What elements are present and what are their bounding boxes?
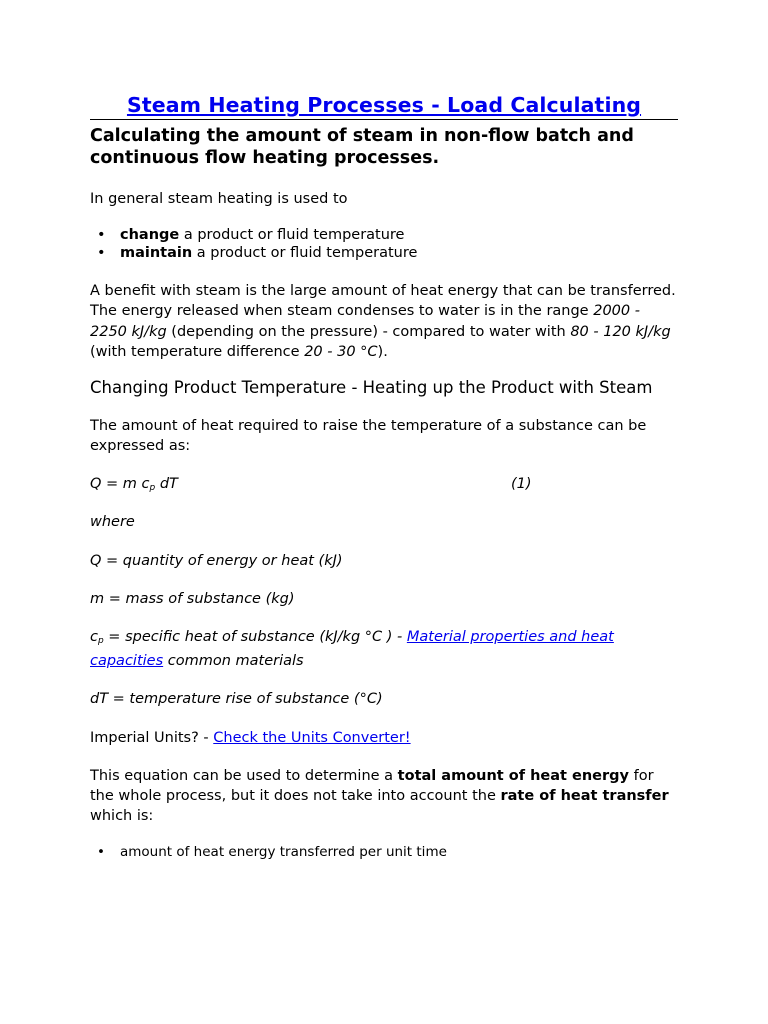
list-item: [90, 226, 678, 244]
temperature-difference-range: 20 - 30 °C: [304, 343, 378, 360]
usage-list: [90, 226, 678, 262]
section-heading: Changing Product Temperature - Heating up the Product with Steam: [90, 378, 653, 398]
list-item: [90, 843, 678, 861]
material-properties-link[interactable]: Material properties and heat capacities: [90, 629, 614, 670]
closing-bold: rate of heat transfer: [500, 788, 669, 805]
closing-bold: total amount of heat energy: [397, 767, 629, 784]
closing-text: which is:: [90, 808, 154, 825]
title-block: [90, 92, 678, 120]
heat-amount-paragraph: The amount of heat required to raise the temperature of a substance can be expressed as:: [90, 418, 647, 455]
benefit-text: (with temperature difference: [90, 343, 305, 360]
imperial-label: Imperial Units? -: [90, 729, 214, 746]
intro-paragraph: In general steam heating is used to: [90, 191, 348, 207]
list-item: [90, 244, 678, 262]
closing-text: This equation can be used to determine a: [90, 767, 398, 784]
page-subtitle: Calculating the amount of steam in non-flow batch and continuous flow heating processes.: [90, 126, 634, 168]
rate-list: [90, 843, 678, 861]
cp-after-text: common materials: [163, 653, 304, 670]
list-item-bold: maintain: [120, 245, 193, 262]
units-converter-link[interactable]: Check the Units Converter!: [213, 729, 411, 746]
list-item-text: a product or fluid temperature: [179, 227, 405, 244]
equation-subscript: p: [149, 483, 156, 494]
bullet-icon: •: [97, 227, 106, 244]
benefit-paragraph: [90, 281, 678, 362]
imperial-units-line: [90, 728, 678, 748]
equation-rhs: dT: [155, 476, 178, 493]
benefit-text: ).: [377, 343, 388, 360]
water-energy-range: 80 - 120 kJ/kg: [570, 323, 671, 340]
list-item-text: amount of heat energy transferred per unit time: [120, 844, 447, 861]
closing-text: for the whole process, but it does not take into account the: [90, 767, 654, 805]
cp-definition-text: = specific heat of substance (kJ/kg °C ) -: [103, 629, 407, 646]
benefit-text: (depending on the pressure) - compared to water with: [171, 323, 571, 340]
definition-m: m = mass of substance (kg): [90, 590, 295, 607]
definition-dt: dT = temperature rise of substance (°C): [90, 691, 383, 708]
list-item-bold: change: [120, 227, 180, 244]
bullet-icon: •: [97, 844, 105, 861]
where-label: where: [90, 514, 135, 531]
cp-symbol: c: [90, 629, 98, 646]
definition-cp: [90, 627, 678, 671]
benefit-text: A benefit with steam is the large amount of heat energy that can be transferred. The energy released when steam condenses to water is in the range: [90, 283, 676, 320]
cp-subscript: p: [97, 636, 104, 647]
equation-lhs: Q = m c: [90, 476, 150, 493]
bullet-icon: •: [97, 245, 106, 262]
equation-number: (1): [511, 476, 532, 493]
equation-1: [90, 474, 678, 494]
closing-paragraph: [90, 766, 678, 827]
document-page: [90, 92, 678, 861]
page-title-link[interactable]: Steam Heating Processes - Load Calculating: [126, 93, 642, 117]
steam-energy-range: 2000 - 2250 kJ/kg: [90, 303, 640, 340]
list-item-text: a product or fluid temperature: [192, 245, 418, 262]
definition-q: Q = quantity of energy or heat (kJ): [90, 552, 343, 569]
